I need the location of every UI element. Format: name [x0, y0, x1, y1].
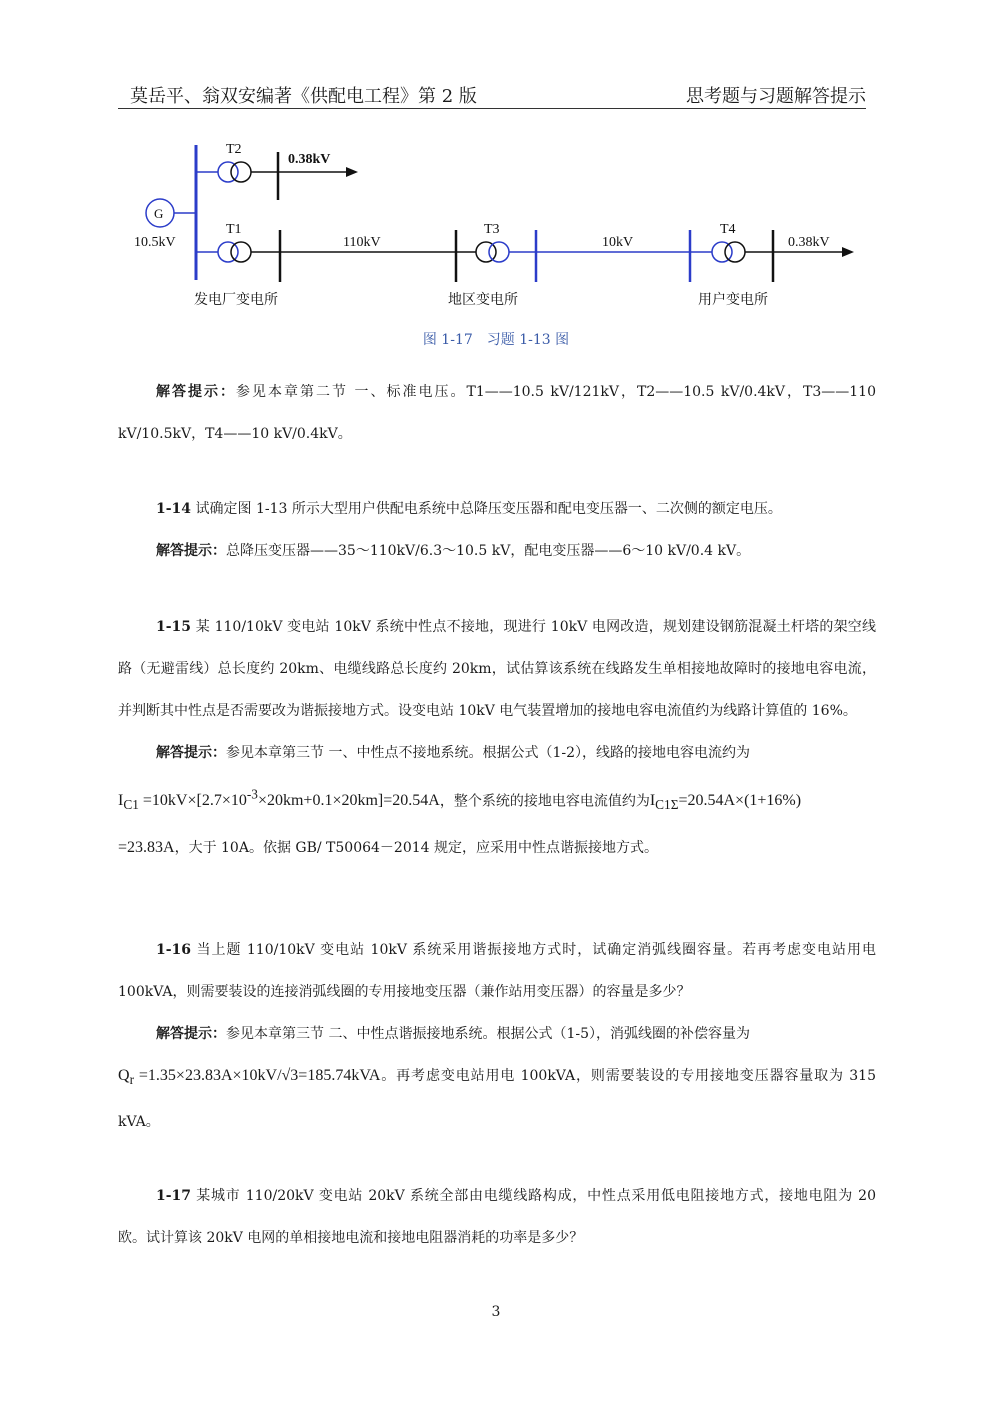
header-section-title: 思考题与习题解答提示 — [686, 86, 866, 107]
q15-answer-text-1: 参见本章第三节 一、中性点不接地系统。根据公式（1-2），线路的接地电容电流约为 — [226, 745, 750, 761]
q17-text: 某城市 110/20kV 变电站 20kV 系统全部由电缆线路构成，中性点采用低电阻接地方式，接地电阻为 20 欧。试计算该 20kV 电网的单相接地电流和接地电阻器消耗的功率是多少？ — [118, 1188, 876, 1246]
q15-answer-text-2: ，整个系统的接地电容电流值约为 — [439, 793, 650, 810]
q14-answer-text: 总降压变压器——35～110kV/6.3～10.5 kV，配电变压器——6～10 kV/0.4 kV。 — [226, 543, 751, 559]
q16-answer-label: 解答提示： — [156, 1026, 226, 1042]
q14-block — [118, 488, 876, 572]
q16-number: 1-16 — [156, 942, 192, 958]
voltage-038-top: 0.38kV — [288, 152, 331, 167]
q15-block — [118, 606, 876, 869]
t3-winding-1 — [476, 242, 496, 262]
q14-number: 1-14 — [156, 501, 192, 517]
arrow-right — [842, 247, 854, 257]
page-number: 3 — [491, 1304, 501, 1320]
q16-answer-text-1: 参见本章第三节 二、中性点谐振接地系统。根据公式（1-5），消弧线圈的补偿容量为 — [226, 1026, 750, 1042]
q15-answer-label: 解答提示： — [156, 745, 226, 761]
q15-answer-text-3: ，大于 10A。依据 GB/ T50064－2014 规定，应采用中性点谐振接地方式。 — [174, 839, 658, 856]
t4-winding-2 — [725, 242, 745, 262]
t3-label: T3 — [484, 222, 500, 237]
generator-voltage: 10.5kV — [134, 235, 176, 250]
t1-label: T1 — [226, 222, 242, 237]
arrow-top — [346, 167, 358, 177]
q14-answer-label: 解答提示： — [156, 543, 226, 559]
t1-winding-1 — [218, 242, 238, 262]
t4-winding-1 — [712, 242, 732, 262]
q15-formula-3: =23.83A — [118, 838, 175, 856]
q16-answer-text-2: 。再考虑变电站用电 100kVA，则需要装设的专用接地变压器容量取为 315 kVA。 — [118, 1068, 876, 1131]
q13-answer-label: 解答提示： — [156, 384, 237, 400]
t2-winding-1 — [218, 162, 238, 182]
q16-text: 当上题 110/10kV 变电站 10kV 系统采用谐振接地方式时，试确定消弧线圈容量。若再考虑变电站用电 100kVA，则需要装设的连接消弧线圈的专用接地变压器（兼作站用变压器）的容量是多少？ — [118, 942, 876, 1000]
power-system-diagram — [118, 130, 878, 315]
q17-number: 1-17 — [156, 1188, 192, 1204]
q14-text: 试确定图 1-13 所示大型用户供配电系统中总降压变压器和配电变压器一、二次侧的额定电压。 — [191, 501, 782, 517]
label-plant-substation: 发电厂变电所 — [194, 293, 278, 308]
t2-winding-2 — [231, 162, 251, 182]
q15-formula-1: $I_{C1} =10kV\times[2.7\times 10^{-3}\times 20km+0.1\times 20km]=20.54A$ — [118, 787, 440, 813]
q13-answer-text: 参见本章第二节 一、标准电压。T1——10.5 kV/121kV，T2——10.5 kV/0.4kV，T3——110 kV/10.5kV，T4——10 kV/0.4kV。 — [118, 384, 876, 442]
q13-answer-block — [118, 371, 876, 455]
t2-label: T2 — [226, 142, 242, 157]
t3-winding-2 — [489, 242, 509, 262]
t4-label: T4 — [720, 222, 736, 237]
q15-formula-2: $I_{C1\Sigma}=20.54A\times(1+16\%)$ — [649, 792, 802, 813]
voltage-10kv: 10kV — [602, 235, 634, 250]
figure-caption: 图 1-17 习题 1-13 图 — [422, 332, 570, 348]
voltage-038-right: 0.38kV — [788, 235, 830, 250]
q16-block — [118, 929, 876, 1143]
label-user-substation: 用户变电所 — [698, 293, 768, 308]
q15-number: 1-15 — [156, 619, 192, 635]
header-book-title: 莫岳平、翁双安编著《供配电工程》第 2 版 — [130, 86, 477, 107]
q16-formula-1: $Q_r =1.35\times 23.83A\times 10kV/√3=185.74kVA$ — [118, 1067, 381, 1088]
q15-text: 某 110/10kV 变电站 10kV 系统中性点不接地，现进行 10kV 电网改造，规划建设钢筋混凝土杆塔的架空线路（无避雷线）总长度约 20km、电缆线路总长度约 20km，试估算该系统在线路发生单相接地故障时的接地电容电流，并判断其中性点是否需要改为谐振接地方式。设变电站 10kV 电气装置增加的接地电容电流值约为线路计算值的 16%。 — [118, 619, 876, 719]
t1-winding-2 — [231, 242, 251, 262]
label-area-substation: 地区变电所 — [448, 293, 518, 308]
generator-label: G — [154, 206, 164, 221]
page-header — [118, 80, 866, 109]
q17-block — [118, 1175, 876, 1259]
voltage-110kv: 110kV — [343, 235, 381, 250]
